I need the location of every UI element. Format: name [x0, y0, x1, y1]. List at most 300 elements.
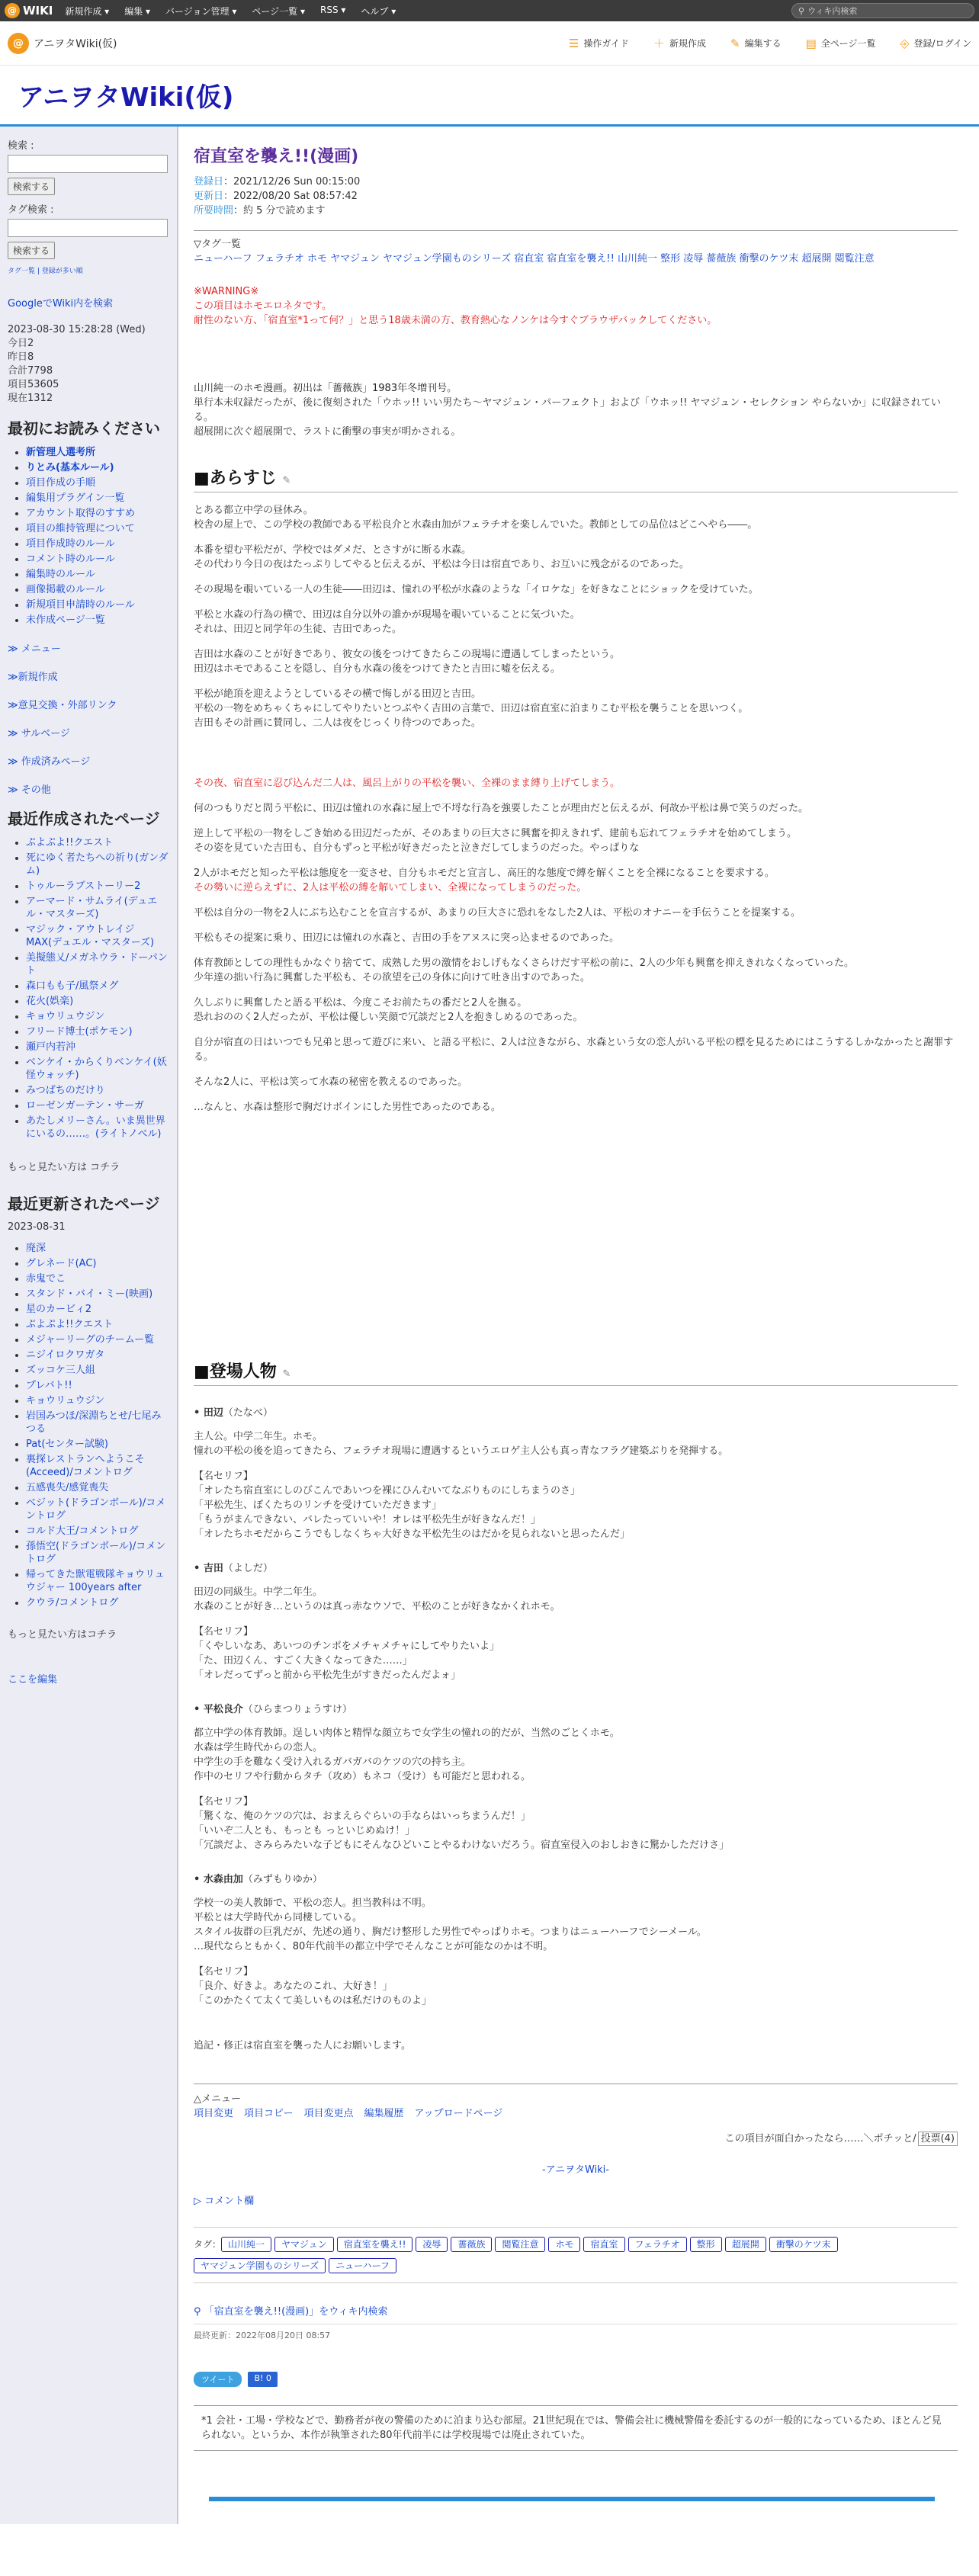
character-quotes [194, 1965, 958, 2008]
character-heading [194, 1701, 958, 1715]
page-menu-link[interactable]: 項目変更点 [303, 2108, 354, 2119]
stat-line: 現在1312 [8, 393, 53, 404]
intro-line: 超展開に次ぐ超展開で、ラストに衝撃の事実が明かされる。 [194, 426, 461, 438]
read-time: ：約 5 分で読めます [233, 205, 326, 217]
page-menu-link[interactable]: 項目コピー [244, 2108, 294, 2119]
synopsis-paragraph [194, 687, 958, 730]
recent-updated-title: 最近更新されたページ [8, 1195, 160, 1213]
synopsis-paragraph [194, 1100, 958, 1115]
wiki-logo[interactable]: @ WIKI [5, 3, 53, 18]
synopsis-paragraph [194, 931, 958, 945]
section-synopsis: ■あらすじ ✎ [194, 465, 958, 492]
edit-sidebar-link[interactable]: ここを編集 [8, 1674, 58, 1686]
intro-line: 単行本未収録だったが、後に復刻された「ウホッ!! いい男たち〜ヤマジュン・パーフェクト」および「ウホッ!! ヤマジュン・セレクション やらないか」に収録されている。 [194, 397, 941, 423]
sidebar-link[interactable]: 森口もも子/風祭メグ [26, 980, 119, 992]
tag-search-input[interactable] [8, 219, 168, 237]
recent-created-title: 最近作成されたページ [8, 810, 160, 828]
sidebar-link[interactable]: 岩国みつほ/深淵ちとせ/七尾みつる [26, 1410, 162, 1435]
character-quotes [194, 1469, 958, 1541]
list-item [26, 614, 169, 627]
list-item [26, 836, 169, 849]
sidebar-link[interactable]: 編集時のルール [26, 569, 95, 580]
quote-line: 「オレだってずっと前から平松先生がすきだったんだよォ」 [194, 1670, 461, 1681]
character-quotes [194, 1795, 958, 1853]
list-item [26, 1438, 169, 1451]
stat-line: 今日2 [8, 338, 34, 349]
synopsis-line: その現場を覗いている一人の生徒――田辺は、憧れの平松が水森のような「イロケな」を好きなことにショックを受けていた。 [194, 584, 759, 595]
sidebar-link[interactable]: 廃深 [26, 1243, 47, 1254]
page-menu-link[interactable]: 編集履歴 [364, 2108, 404, 2119]
sidebar-link[interactable]: クウラ/コメントログ [26, 1597, 119, 1609]
action-label: 編集する [744, 38, 782, 49]
synopsis-paragraph [194, 543, 958, 572]
synopsis-line: 何のつもりだと問う平松に、田辺は憧れの水森に屋上で不埒な行為を強要したことが理由だと伝えるが、何故か平松は鼻で笑うのだった。 [194, 803, 809, 814]
synopsis-line: 田辺はホモであることを隠し、自分も水森の後をつけてきたと吉田に嘘を伝える。 [194, 663, 561, 675]
action-label: 操作ガイド [583, 38, 629, 49]
list-item [26, 1333, 169, 1346]
tag-chip[interactable]: 衝撃のケツ末 [769, 2237, 838, 2252]
divider [194, 230, 958, 231]
list-item [26, 923, 169, 949]
tag-list-link[interactable]: タグ一覧 | 登録が多い順 [8, 268, 83, 275]
quote-line: 【名セリフ】 [194, 1626, 254, 1638]
sidebar-link[interactable]: キョウリュウジン [26, 1395, 105, 1407]
action-item[interactable] [806, 35, 876, 51]
synopsis-paragraph [194, 906, 958, 920]
character-desc [194, 1429, 958, 1458]
sidebar-link[interactable]: あたしメリーさん。いま異世界にいるの……。(ライトノベル) [26, 1115, 165, 1140]
action-icon: ⎆ [900, 36, 910, 50]
list-item [26, 1349, 169, 1362]
synopsis-line: 平松もその提案に乗り、田辺には憧れの水森と、吉田の手をアヌスに突っ込ませるのであった。 [194, 932, 619, 944]
sidebar-nav [8, 640, 169, 796]
sidebar-link[interactable]: グレネード(AC) [26, 1258, 97, 1269]
sidebar-link[interactable]: 瀬戸内若沖 [26, 1041, 76, 1053]
synopsis-paragraph [194, 956, 958, 985]
character-name: • 水森由加 [194, 1874, 243, 1885]
stat-line: 2023-08-30 15:28:28 (Wed) [8, 324, 146, 335]
character-reading: （よしだ） [223, 1563, 273, 1574]
list-item [26, 1303, 169, 1316]
sidebar-link[interactable]: 死にゆく者たちへの祈り(ガンダム) [26, 852, 169, 877]
list-item [26, 446, 169, 459]
desc-line: スタイル抜群の巨乳だが、先述の通り、胸だけ整形した男性でやっぱりホモ。つまりはニューハーフでシーメール。 [194, 1926, 707, 1938]
list-item [26, 1410, 169, 1436]
sidebar-link[interactable]: 未作成ページ一覧 [26, 614, 105, 626]
synopsis-paragraph [194, 776, 958, 791]
page-menu-link[interactable]: 項目変更 [194, 2108, 234, 2119]
action-label: 全ページ一覧 [820, 38, 876, 49]
site-link[interactable]: @ アニヲタWiki(仮) [8, 33, 117, 54]
top-navbar [0, 0, 979, 21]
tag-search-button[interactable]: 検索する [8, 242, 55, 259]
more-link-2[interactable]: もっと見たい方はコチラ [8, 1629, 117, 1641]
synopsis-line: 平松は自分の一物を2人にぶち込むことを宣言するが、あまりの巨大さに恐れをなした2人は、平松のオナニーを手伝うことを提案する。 [194, 907, 801, 919]
tag-chip[interactable]: 宿直室 [583, 2237, 624, 2252]
wiki-search-link[interactable]: ⚲ 「宿直室を襲え!!(漫画)」をウィキ内検索 [194, 2306, 388, 2318]
footnote: *1 会社・工場・学校などで、勤務者が夜の警備のために泊まり込む部屋。21世紀現在では、警備会社に機械警備を委託するのが一般的になっているため、ほとんど見られない。というか、本作が執筆された80年代前半には学校現場では廃止されていた。 [194, 2405, 958, 2451]
tag-chip[interactable]: ニューハーフ [329, 2258, 396, 2273]
wiki-search-input[interactable]: ⚲ ウィキ内検索 [791, 3, 974, 18]
tag-box [194, 2227, 958, 2283]
synopsis-paragraph [194, 582, 958, 597]
sidebar-link[interactable]: キョウリュウジン [26, 1011, 105, 1022]
character-heading [194, 1871, 958, 1885]
sidebar-link[interactable]: アーマード・サムライ(デュエル・マスターズ) [26, 896, 158, 920]
list-item [26, 1010, 169, 1023]
wiki-title[interactable]: アニヲタWiki(仮) [18, 82, 234, 113]
list-item [26, 1596, 169, 1609]
quote-line: 「いいぞ二人とも、もっとも っといじめぬけ！」 [194, 1825, 416, 1837]
desc-line: 主人公。中学二年生。ホモ。 [194, 1431, 323, 1442]
warning-line: ※WARNING※ [194, 286, 259, 297]
warning-line: 耐性のない方、「宿直室*1って何？」と思う18歳未満の方、教育熱心なノンケは今すぐブラウザバックしてください。 [194, 315, 717, 326]
desc-line: 都立中学の体育教師。逞しい肉体と精悍な顔立ちで女学生の憧れの的だが、当然のごとくホモ。 [194, 1727, 620, 1739]
action-item[interactable] [900, 35, 971, 51]
list-item [26, 1497, 169, 1522]
stat-line: 項目53605 [8, 379, 59, 390]
list-item [26, 852, 169, 877]
list-item [26, 1394, 169, 1407]
sidebar-search-button[interactable]: 検索する [8, 178, 55, 195]
character-reading: （たなべ） [223, 1407, 273, 1419]
sidebar-link[interactable]: ローゼンガーテン・サーガ [26, 1100, 144, 1112]
sidebar-link[interactable]: ぷよぷよ!!クエスト [26, 837, 114, 849]
desc-line: …現代ならともかく、80年代前半の都立中学でそんなことが可能なのかは不明。 [194, 1941, 554, 1952]
registered-date: ：2021/12/26 Sun 00:15:00 [223, 176, 361, 188]
sidebar-link[interactable]: 画像掲載のルール [26, 584, 105, 595]
sidebar-link[interactable]: ベジット(ドラゴンボール)/コメントログ [26, 1497, 166, 1522]
tag-chip[interactable]: 整形 [690, 2237, 722, 2252]
synopsis-line: 平松の一物をめちゃくちゃにしてやりたいとつぶやく吉田の言葉で、田辺は宿直室に泊まりこむ平松を襲うことを思いつく。 [194, 703, 749, 714]
sidebar-link[interactable]: 美擬態乂/メガネウラ・ドーパント [26, 952, 168, 977]
updated-date: 2023-08-31 [8, 1221, 66, 1233]
vote-area: この項目が面白かったなら……＼ポチッと/ 投票(4) [194, 2130, 958, 2145]
synopsis-line: …なんと、水森は整形で胸だけボインにした男性であったのである。 [194, 1102, 501, 1113]
site-actions [569, 35, 971, 51]
sidebar-link[interactable]: コルド大王/コメントログ [26, 1525, 139, 1537]
wiki-label[interactable]: -アニヲタWiki- [542, 2164, 609, 2176]
sidebar-link[interactable]: ニジイロクワガタ [26, 1349, 105, 1361]
menu-label: △メニュー [194, 2093, 241, 2105]
list-item [26, 951, 169, 977]
tag-box-label: タグ： [194, 2239, 222, 2250]
list-item [26, 507, 169, 520]
synopsis-line: 逆上して平松の一物をしごき始める田辺だったが、そのあまりの巨大さに興奮を抑えきれず、建前も忘れてフェラチオを始めてしまう。 [194, 828, 798, 839]
sidebar-nav-link[interactable]: ≫ メニュー [8, 643, 61, 655]
list-item [26, 1364, 169, 1377]
quote-line: 【名セリフ】 [194, 1471, 254, 1482]
tag-chip[interactable]: ホモ [548, 2237, 580, 2252]
synopsis-line: 自分が宿直の日はいつでも兄弟と思って遊びに来い、と語る平松に、2人は泣きながら、水森という女の恋人がいる平松の標を見るためにはこうするしかなかったと謝罪する。 [194, 1037, 954, 1063]
sidebar-nav-link[interactable]: ≫ その他 [8, 784, 51, 796]
top-menu-item[interactable]: バージョン管理 ▾ [165, 5, 237, 17]
search-label: 検索 : [8, 140, 34, 152]
tag-chip[interactable]: ヤマジュン学園ものシリーズ [194, 2258, 326, 2273]
hatena-button[interactable]: B! 0 [248, 2372, 277, 2387]
synopsis-paragraph [194, 608, 958, 637]
quote-line: 「オレたち宿直室にしのびこんであいつを裸にひんむいてなぶりものにしちまうのさ」 [194, 1485, 581, 1497]
action-item[interactable] [569, 35, 629, 51]
sidebar-link[interactable]: プレバト!! [26, 1380, 72, 1391]
comment-link[interactable]: ▷ コメント欄 [194, 2196, 255, 2207]
sidebar-link[interactable]: りとみ(基本ルール) [26, 462, 114, 473]
pencil-icon[interactable]: ✎ [282, 475, 291, 486]
character-name: • 平松良介 [194, 1704, 243, 1715]
character-desc [194, 1585, 958, 1614]
action-item[interactable] [653, 35, 706, 51]
action-icon: ✎ [730, 36, 740, 50]
character-quotes [194, 1625, 958, 1683]
intro-line: 山川純一のホモ漫画。初出は「薔薇族」1983年冬増刊号。 [194, 383, 457, 394]
top-menu-item[interactable]: 編集 ▾ [124, 5, 151, 17]
warning-box [194, 284, 958, 328]
site-logo-icon: @ [8, 33, 29, 54]
sidebar-link[interactable]: ズッコケ三人組 [26, 1365, 95, 1376]
synopsis-line: その夜、宿直室に忍び込んだ二人は、風呂上がりの平松を襲い、全裸のまま縛り上げてしまう。 [194, 778, 621, 789]
quote-line: 「平松先生、ぼくたちのリンチを受けていただきます」 [194, 1500, 442, 1511]
list-item [26, 598, 169, 611]
list-item [26, 568, 169, 581]
synopsis-line: 平松と水森の行為の横で、田辺は自分以外の誰かが現場を覗いていることに気づいた。 [194, 609, 580, 621]
sidebar-link[interactable]: ぷよぷよ!!クエスト [26, 1319, 114, 1330]
list-item [26, 1453, 169, 1479]
top-menu-item[interactable]: ヘルプ ▾ [361, 5, 396, 17]
site-bar [0, 21, 979, 66]
sidebar-link[interactable]: トゥルーラブストーリー2 [26, 881, 141, 892]
tag-chip[interactable]: 超展開 [725, 2237, 766, 2252]
sidebar-link[interactable]: 赤鬼でこ [26, 1273, 66, 1285]
desc-line: 水森のことが好き…というのは真っ赤なウソで、平松のことが好きなかくれホモ。 [194, 1601, 560, 1612]
synopsis-paragraph [194, 801, 958, 816]
must-read-list [8, 446, 169, 627]
sidebar-link[interactable]: コメント時のルール [26, 553, 115, 565]
list-item [26, 1525, 169, 1538]
quote-line: 「このかたくて太くて美しいものは私だけのものよ」 [194, 1995, 432, 2007]
updated-key: 更新日 [194, 191, 224, 202]
quote-line: 「オレたちホモだからこうでもしなくちゃ大好きな平松先生のはだかを見られないと思ったんだ」 [194, 1529, 631, 1540]
desc-line: 憧れの平松の後を追ってきたら、フェラチオ現場に遭遇するというエロゲ主人公も真っ青なフラグ建築ぶりを発揮する。 [194, 1445, 729, 1457]
list-item [26, 995, 169, 1008]
sidebar-link[interactable]: 星のカービィ2 [26, 1304, 92, 1315]
top-menu-item[interactable]: 新規作成 ▾ [65, 5, 110, 17]
synopsis-line: 体育教師としての理性もかなぐり捨てて、成熟した男の激情をおしげもなくさらけだす平松の前に、2人の少年も興奮を抑えきれなくなっていった。 [194, 958, 855, 969]
character-name: • 吉田 [194, 1563, 223, 1574]
synopsis-paragraph [194, 826, 958, 855]
action-icon: ▤ [805, 36, 817, 50]
sidebar-link[interactable]: 裏探レストランへようこそ(Acceed)/コメントログ [26, 1454, 145, 1478]
tag-chip[interactable]: フェラチオ [628, 2237, 687, 2252]
wiki-header [0, 66, 979, 127]
synopsis-text [194, 503, 958, 1115]
synopsis-line: 吉田もその計画に賛同し、二人は夜をじっくり待つのであった。 [194, 717, 481, 729]
desc-line: 中学生の手を難なく受け入れるガバガバのケツの穴の持ち主。 [194, 1756, 471, 1768]
desc-line: 学校一の美人教師で、平松の恋人。担当教科は不明。 [194, 1898, 432, 1909]
desc-line: 作中のセリフや行動からタチ（攻め）もネコ（受け）も可能だと思われる。 [194, 1771, 531, 1782]
list-item [26, 476, 169, 489]
search-icon: ⚲ [194, 2306, 204, 2318]
footer-bar [209, 2497, 935, 2501]
page-menu-link[interactable]: アップロードページ [414, 2108, 503, 2119]
list-item [26, 1099, 169, 1112]
page-meta [194, 175, 958, 218]
vote-button[interactable]: 投票(4) [918, 2132, 958, 2146]
action-icon: ＋ [653, 37, 665, 50]
sidebar-search-input[interactable] [8, 155, 168, 173]
sidebar-link[interactable]: 新管理人選考所 [26, 447, 96, 458]
list-item [26, 461, 169, 474]
sidebar-nav-link[interactable]: ≫ サルベージ [8, 728, 70, 739]
list-item [26, 980, 169, 993]
quote-line: 「た、田辺くん、すごく大きくなってきた……」 [194, 1655, 412, 1667]
synopsis-paragraph [194, 866, 958, 895]
sidebar-nav-link[interactable]: ≫意見交換・外部リンク [8, 700, 117, 711]
sidebar-link[interactable]: 新規項目申請時のルール [26, 599, 135, 611]
character-desc [194, 1726, 958, 1784]
character-reading: （みずもりゆか） [242, 1874, 323, 1885]
search-icon: ⚲ [798, 5, 805, 16]
recent-created-list [8, 836, 169, 1140]
synopsis-line: 本番を望む平松だが、学校ではダメだ、とさすがに断る水森。 [194, 544, 472, 556]
list-item [26, 880, 169, 893]
last-updated: 最終更新：2022年08月20日 08:57 [194, 2324, 958, 2341]
quote-line: 「もうがまんできない、バレたっていいや！オレは平松先生が好きなんだ！」 [194, 1514, 541, 1525]
pencil-icon[interactable]: ✎ [282, 1368, 291, 1380]
sidebar-link[interactable]: 項目の維持管理について [26, 523, 135, 534]
character-heading [194, 1560, 958, 1574]
sidebar-link[interactable]: 五感喪失/感覚喪失 [26, 1482, 109, 1493]
quote-line: 「くやしいなあ、あいつのチンポをメチャメチャにしてやりたいよ」 [194, 1641, 500, 1652]
sidebar-link[interactable]: フリード博士(ポケモン) [26, 1026, 133, 1038]
sidebar-link[interactable]: 編集用プラグイン一覧 [26, 492, 125, 504]
synopsis-line: 平松が絶頂を迎えようとしているその横で悔しがる田辺と吉田。 [194, 688, 482, 700]
tag-chip[interactable]: 凌辱 [416, 2237, 448, 2252]
list-item [26, 1115, 169, 1140]
synopsis-line: とある都立中学の昼休み。 [194, 505, 313, 516]
must-read-title: 最初にお読みください [8, 419, 160, 438]
more-link-1[interactable]: もっと見たい方は コチラ [8, 1162, 120, 1173]
quote-line: 【名セリフ】 [194, 1966, 254, 1978]
tag-chip[interactable]: ヤマジュン [274, 2237, 334, 2252]
page-menu [194, 2084, 958, 2119]
updated-date: ：2022/08/20 Sat 08:57:42 [223, 191, 358, 202]
character-name: • 田辺 [194, 1407, 223, 1419]
sidebar-link[interactable]: 孫悟空(ドラゴンボール)/コメントログ [26, 1541, 166, 1565]
sidebar-link[interactable]: アカウント取得のすすめ [26, 508, 136, 519]
top-menu-item[interactable]: RSS ▾ [320, 4, 346, 15]
section-characters: ■登場人物 ✎ [194, 1359, 958, 1386]
synopsis-paragraph [194, 1035, 958, 1064]
synopsis-paragraph [194, 503, 958, 532]
list-item [26, 1272, 169, 1285]
synopsis-line: 恐れおののく2人だったが、平松は優しい笑顔で冗談だと2人を抱きしめるのであった。 [194, 1012, 583, 1023]
list-item [26, 1056, 169, 1082]
list-item [26, 522, 169, 535]
wiki-logo-icon: @ [5, 3, 20, 18]
tag-line[interactable]: ニューハーフ フェラチオ ホモ ヤマジュン ヤマジュン学園ものシリーズ 宿直室 宿直室を襲え!! 山川純一 整形 凌辱 薔薇族 衝撃のケツ末 超展開 閲覧注意 [194, 253, 875, 265]
quote-line: 「冗談だよ、さみらみたいな子どもにそんなひどいことやるわけないだろう。宿直室侵入のおしおきに驚かしただけさ」 [194, 1840, 730, 1851]
quote-line: 「良介、好きよ。あなたのこれ、大好き！」 [194, 1981, 393, 1992]
action-item[interactable] [730, 35, 782, 51]
sidebar-nav-link[interactable]: ≫ 作成済みページ [8, 756, 91, 768]
synopsis-line: その代わり今日の夜はたっぷりしてやると伝えるが、平松は今日は宿直であり、お互いに残念がるのであった。 [194, 559, 689, 570]
list-item [26, 1257, 169, 1270]
sidebar-link[interactable]: みつばちのだけり [26, 1085, 105, 1096]
google-search-link[interactable]: GoogleでWiki内を検索 [8, 298, 114, 310]
character-desc [194, 1896, 958, 1954]
sidebar-link[interactable]: スタンド・バイ・ミー(映画) [26, 1288, 153, 1300]
list-item [26, 1025, 169, 1038]
action-icon: ☰ [568, 36, 579, 50]
sidebar-nav-link[interactable]: ≫新規作成 [8, 672, 58, 683]
list-item [26, 537, 169, 550]
sidebar [0, 127, 178, 2524]
synopsis-line: そんな2人に、平松は笑って水森の秘密を教えるのであった。 [194, 1076, 468, 1088]
character-reading: （ひらまつりょうすけ） [242, 1704, 352, 1715]
stat-line: 合計7798 [8, 365, 53, 377]
sidebar-link[interactable]: Pat(センター試験) [26, 1439, 108, 1450]
list-item [26, 1481, 169, 1494]
registered-key: 登録日 [194, 176, 224, 188]
synopsis-line: 少年達の拙い行為に興奮した平松も、その欲望を己の身体に向けて吐き出すのであった。 [194, 972, 590, 983]
quote-line: 【名セリフ】 [194, 1796, 254, 1808]
page-title: 宿直室を襲え!!(漫画) [194, 147, 359, 166]
intro-text [194, 381, 958, 439]
action-label: 新規作成 [669, 38, 706, 49]
character-heading [194, 1404, 958, 1419]
sidebar-link[interactable]: ベンケイ・からくりベンケイ(妖怪ウォッチ) [26, 1057, 167, 1081]
synopsis-line: 2人がホモだと知った平松は態度を一変させ、自分もホモだと宣言し、高圧的な態度で縛を解くことを全裸になることを要求する。 [194, 868, 775, 879]
sidebar-link[interactable]: 項目作成時のルール [26, 538, 115, 550]
read-time-key: 所要時間 [194, 205, 234, 217]
share-buttons [194, 2372, 958, 2387]
top-menu [65, 5, 396, 18]
top-menu-item[interactable]: ページ一覧 ▾ [252, 5, 305, 17]
sidebar-link[interactable]: マジック・アウトレイジMAX(デュエル・マスターズ) [26, 924, 155, 948]
stat-line: 昨日8 [8, 351, 34, 363]
tag-toggle[interactable]: ▽タグ一覧 [194, 239, 241, 250]
list-item [26, 583, 169, 596]
desc-line: 平松とは大学時代から同棲している。 [194, 1912, 363, 1923]
list-item [26, 895, 169, 921]
synopsis-line: 吉田は水森のことが好きであり、彼女の後をつけてきたらこの現場に遭遇してしまったという。 [194, 649, 621, 660]
synopsis-line: 久しぶりに興奮したと語る平松は、今度こそお前たちの番だと2人を撫る。 [194, 997, 528, 1009]
tag-chip[interactable]: 薔薇族 [451, 2237, 492, 2252]
desc-line: 田辺の同級生。中学二年生。 [194, 1586, 323, 1598]
desc-line: 水森は学生時代からの恋人。 [194, 1742, 323, 1753]
sidebar-link[interactable]: 帰ってきた獣電戦隊キョウリュウジャー 100years after [26, 1569, 165, 1593]
list-item [26, 492, 169, 505]
synopsis-line: その姿を見ていた吉田も、自分もずっと平松が好きだったと泣きだしてしまうのだった。やっぱりな [194, 842, 640, 854]
sidebar-link[interactable]: メジャーリーグのチームー覧 [26, 1334, 155, 1346]
sidebar-link[interactable]: 項目作成の手順 [26, 477, 96, 489]
action-label: 登録/ログイン [913, 38, 971, 49]
tag-chip[interactable]: 山川純一 [221, 2237, 271, 2252]
sidebar-link[interactable]: 花火(娯楽) [26, 996, 74, 1007]
tweet-button[interactable]: ツイート [194, 2372, 242, 2387]
list-item [26, 553, 169, 566]
recent-updated-list [8, 1242, 169, 1609]
synopsis-line: その勢いに逆らえずに、2人は平松の縛を解いてしまい、全裸になってしまうのだった。 [194, 882, 587, 893]
tag-chip[interactable]: 閲覧注意 [495, 2237, 545, 2252]
synopsis-paragraph [194, 996, 958, 1025]
list-item [26, 1540, 169, 1566]
synopsis-line: 校舎の屋上で、この学校の教師である平松良介と水森由加がフェラチオを楽しんでいた。教師としての品位はどこへやら――。 [194, 519, 758, 531]
tag-chip[interactable]: 宿直室を襲え!! [337, 2237, 413, 2252]
access-stats [8, 323, 169, 406]
warning-line: この項目はホモエロネタです。 [194, 300, 332, 312]
synopsis-paragraph [194, 647, 958, 676]
